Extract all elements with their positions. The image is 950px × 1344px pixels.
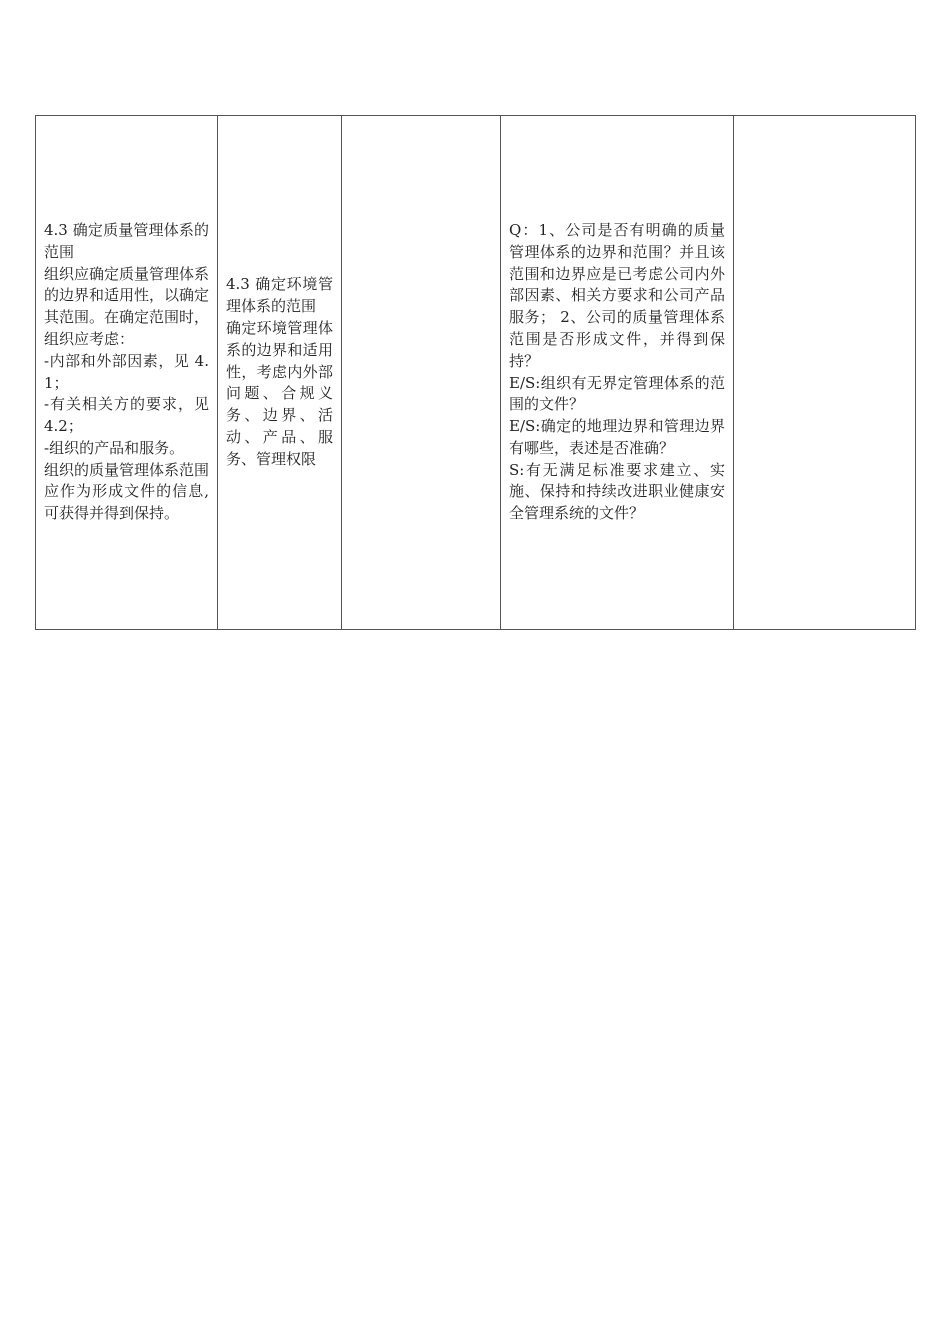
environment-clause-text: 确定环境管理体系的边界和适用性，考虑内外部问题、合规义务、边界、活动、产品、服务、管理权限 xyxy=(226,319,333,468)
quality-clause-item: -有关相关方的要求，见 4.2； xyxy=(44,395,214,436)
audit-table xyxy=(35,115,916,630)
audit-question: E/S:确定的地理边界和管理边界有哪些，表述是否准确？ xyxy=(509,417,725,457)
quality-clause-item: -内部和外部因素，见 4.1； xyxy=(44,351,209,392)
table-row xyxy=(36,116,916,630)
audit-questions-cell xyxy=(501,116,734,630)
quality-clause-item: -组织的产品和服务。 xyxy=(44,438,185,457)
audit-question: S:有无满足标准要求建立、实施、保持和持续改进职业健康安全管理系统的文件？ xyxy=(509,460,725,523)
audit-question: E/S:组织有无界定管理体系的范围的文件？ xyxy=(509,373,725,414)
quality-clause-text: 组织应确定质量管理体系的边界和适用性，以确定其范围。在确定范围时，组织应考虑： xyxy=(44,264,210,348)
quality-clause-title: 4.3 确定质量管理体系的范围 xyxy=(44,220,209,261)
environment-clause-cell xyxy=(218,116,342,630)
empty-cell xyxy=(342,116,501,630)
quality-clause-text: 组织的质量管理体系范围应作为形成文件的信息,可获得并得到保持。 xyxy=(44,460,210,523)
empty-cell xyxy=(734,116,916,630)
environment-clause-title: 4.3 确定环境管理体系的范围 xyxy=(226,275,333,316)
audit-question: Q：1、公司是否有明确的质量管理体系的边界和范围？并且该范围和边界应是已考虑公司内外部因素、相关方要求和公司产品服务； 2、公司的质量管理体系范围是否形成文件，并得到保持？ xyxy=(509,220,725,370)
quality-clause-cell xyxy=(36,116,218,630)
